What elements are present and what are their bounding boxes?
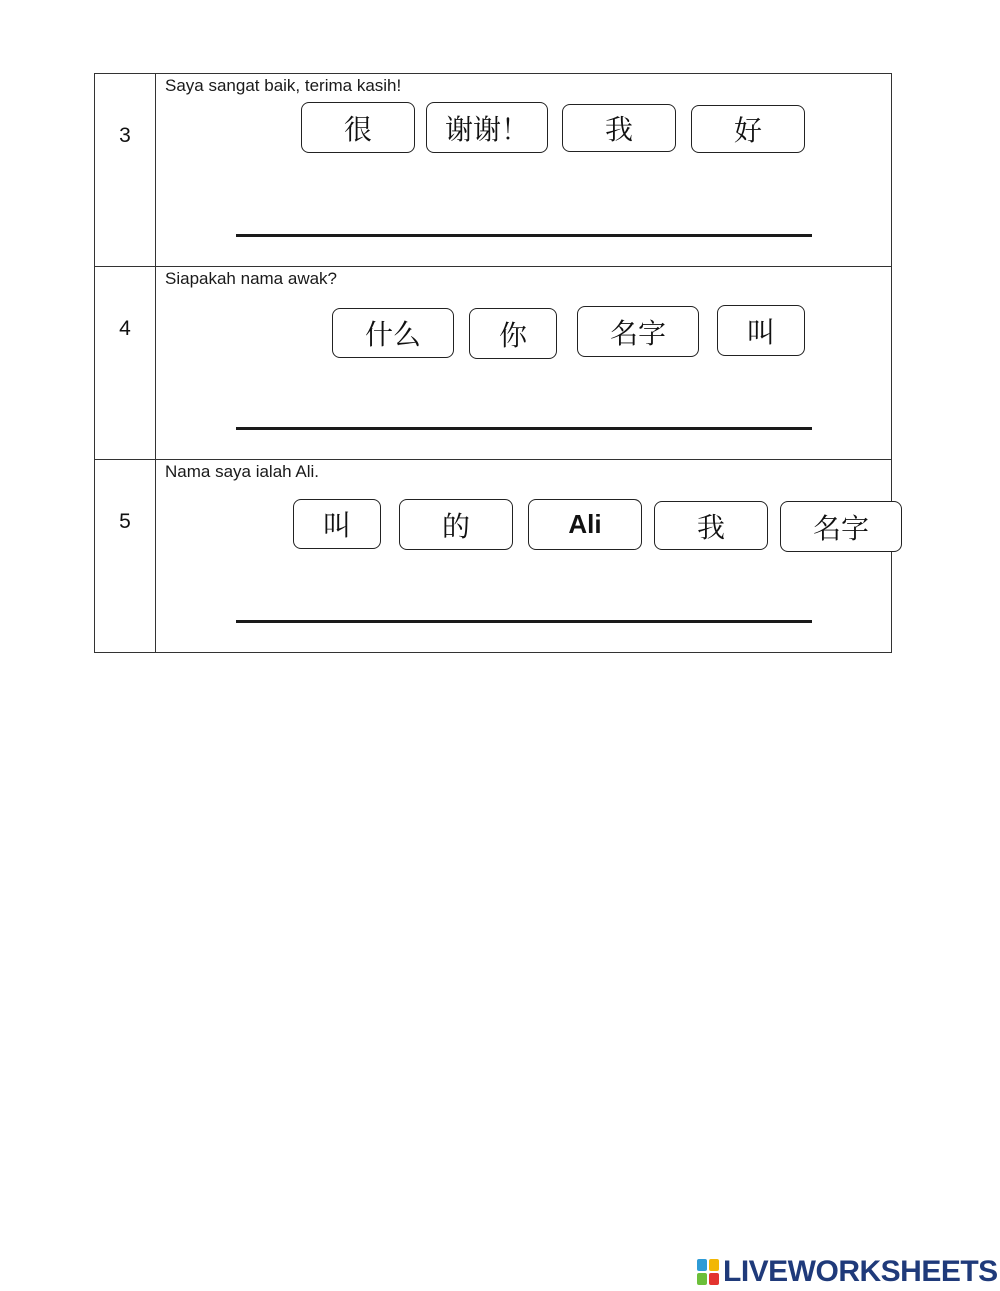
exercise-cell <box>156 460 892 653</box>
word-tile[interactable]: 我 <box>654 501 768 550</box>
word-tile[interactable]: 好 <box>691 105 805 153</box>
answer-line[interactable] <box>236 620 812 623</box>
logo-square <box>697 1259 707 1271</box>
row-number: 3 <box>119 124 131 147</box>
word-tile[interactable]: 叫 <box>293 499 381 549</box>
logo-mark-icon <box>697 1259 719 1285</box>
row-number: 5 <box>119 510 131 533</box>
exercise-cell <box>156 267 892 460</box>
word-tile[interactable]: 名字 <box>577 306 699 357</box>
prompt-text: Saya sangat baik, terima kasih! <box>165 76 402 95</box>
logo-square <box>709 1259 719 1271</box>
word-tile[interactable]: 叫 <box>717 305 805 356</box>
row-number-cell <box>95 74 156 267</box>
word-tile[interactable]: 名字 <box>780 501 902 552</box>
row-number-cell <box>95 460 156 653</box>
word-tile[interactable]: 谢谢！ <box>426 102 548 153</box>
table-row <box>95 74 892 267</box>
exercise-cell <box>156 74 892 267</box>
word-tile[interactable]: 我 <box>562 104 676 152</box>
answer-line[interactable] <box>236 234 812 237</box>
word-tile[interactable]: 什么 <box>332 308 454 358</box>
table-row <box>95 460 892 653</box>
logo-square <box>709 1273 719 1285</box>
answer-line[interactable] <box>236 427 812 430</box>
prompt-text: Nama saya ialah Ali. <box>165 462 320 481</box>
word-tile[interactable]: 很 <box>301 102 415 153</box>
word-tile[interactable]: 你 <box>469 308 557 359</box>
liveworksheets-logo <box>697 1257 998 1287</box>
row-number: 4 <box>119 317 131 340</box>
word-tile[interactable]: Ali <box>528 499 642 550</box>
word-tile[interactable]: 的 <box>399 499 513 550</box>
logo-text: LIVEWORKSHEETS <box>723 1255 998 1288</box>
table-row <box>95 267 892 460</box>
prompt-text: Siapakah nama awak? <box>165 269 338 288</box>
row-number-cell <box>95 267 156 460</box>
logo-square <box>697 1273 707 1285</box>
worksheet-table <box>94 73 892 653</box>
